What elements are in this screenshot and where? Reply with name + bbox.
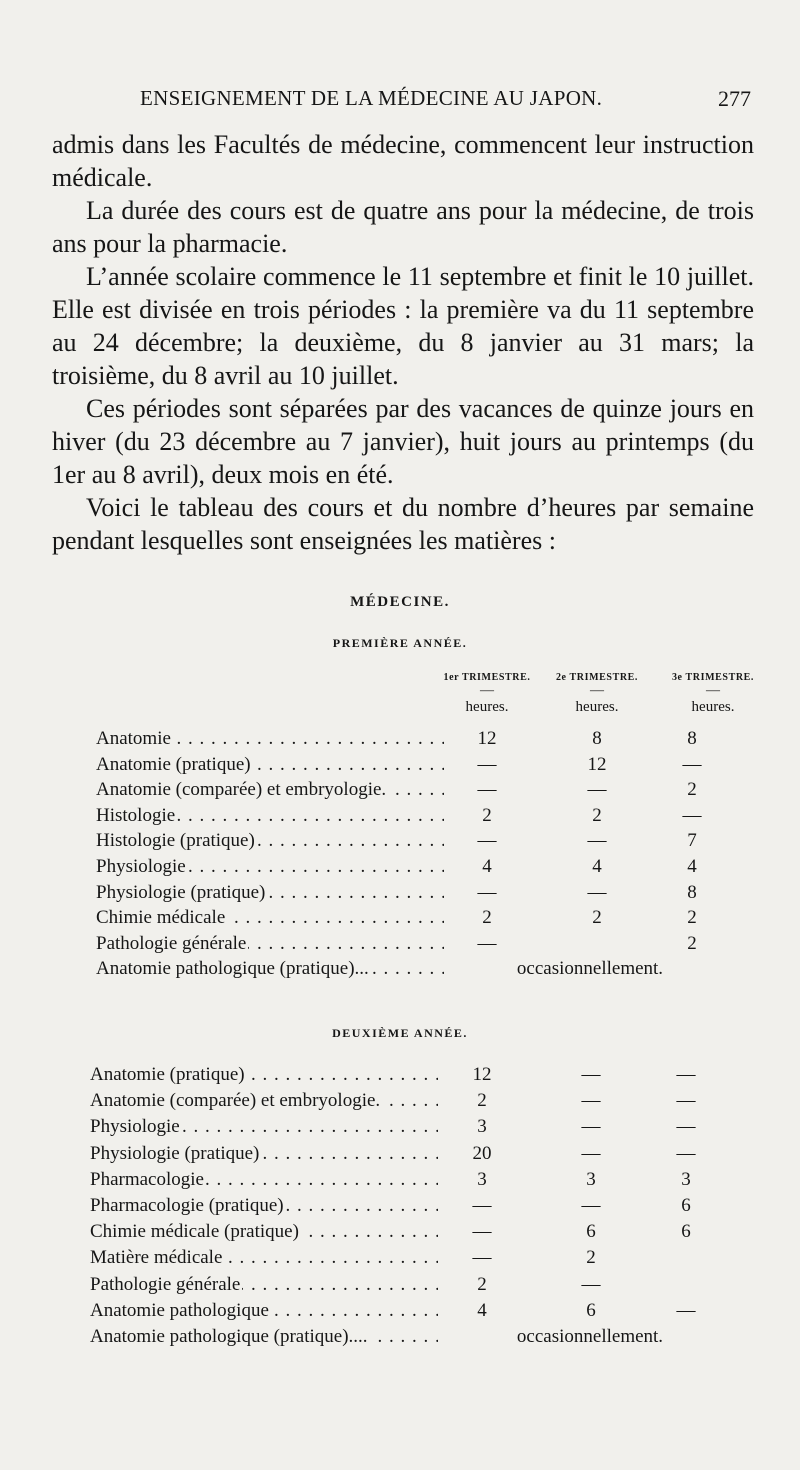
course-label (96, 933, 444, 955)
course-name: Physiologie (pratique) (96, 881, 266, 903)
hours-note: occasionnellement. (516, 958, 664, 980)
hours-cell-t2: 12 (587, 753, 607, 775)
table-row (0, 805, 800, 831)
course-label (96, 728, 444, 750)
course-name: Chimie médicale (96, 907, 226, 929)
hours-note: occasionnellement. (516, 1326, 664, 1347)
table-row (0, 933, 800, 959)
table-row (0, 907, 800, 933)
course-label (90, 1274, 438, 1296)
column-headers (0, 672, 800, 732)
hours-cell-t3: 6 (681, 1195, 691, 1216)
course-name: Anatomie pathologique (pratique).... (90, 1326, 368, 1347)
hours-cell-t1: — (472, 1247, 492, 1269)
hours-cell-t2: 2 (592, 907, 602, 929)
course-name: Chimie médicale (pratique) (90, 1221, 299, 1243)
course-label (96, 830, 444, 852)
course-name: Matière médicale (90, 1247, 223, 1269)
course-name: Pharmacologie (90, 1168, 204, 1190)
hours-cell-t1: 2 (477, 1273, 487, 1295)
course-label (90, 1221, 438, 1243)
course-name: Pathologie générale (96, 932, 247, 954)
course-name: Histologie (96, 804, 176, 826)
course-name: Physiologie (96, 856, 186, 877)
hours-cell-t3: — (676, 1299, 696, 1321)
paragraph: La durée des cours est de quatre ans pour la médecine, de trois ans pour la pharmacie. (52, 196, 754, 258)
table-row (0, 882, 800, 908)
hours-cell-t1: 12 (472, 1064, 492, 1085)
course-label (90, 1195, 438, 1217)
column-unit: heures. (465, 699, 509, 715)
hours-cell-t1: 4 (477, 1299, 487, 1321)
hours-cell-t2: — (581, 1273, 601, 1295)
hours-cell-t2: 2 (592, 804, 602, 826)
hours-cell-t1: — (477, 932, 497, 954)
course-name: Physiologie (pratique) (90, 1142, 260, 1164)
table-row (0, 1326, 800, 1352)
table-row (0, 779, 800, 805)
column-dash: — (590, 683, 604, 698)
table-row (0, 728, 800, 754)
hours-cell-t2: — (581, 1116, 601, 1138)
course-label (90, 1326, 438, 1348)
column-header (643, 672, 783, 716)
course-label (90, 1116, 438, 1138)
course-name: Pharmacologie (pratique) (90, 1195, 284, 1216)
table-row (0, 1116, 800, 1142)
hours-cell-t2: 4 (592, 856, 602, 877)
course-label (90, 1300, 438, 1322)
hours-cell-t1: 3 (477, 1116, 487, 1138)
hours-cell-t2: — (587, 881, 607, 903)
course-label (96, 882, 444, 904)
column-name: 1er TRIMESTRE. (443, 672, 531, 683)
hours-cell-t2: — (581, 1064, 601, 1085)
course-label (90, 1247, 438, 1269)
year1-title: PREMIÈRE ANNÉE. (332, 636, 468, 650)
hours-cell-t3: 6 (681, 1221, 691, 1243)
hours-cell-t1: 12 (477, 728, 497, 749)
course-label (96, 805, 444, 827)
hours-cell-t3: — (676, 1142, 696, 1164)
year2-title: DEUXIÈME ANNÉE. (332, 1026, 468, 1040)
hours-cell-t3: 3 (681, 1168, 691, 1190)
column-name: 2e TRIMESTRE. (555, 672, 639, 683)
course-label (90, 1064, 438, 1086)
table-row (0, 830, 800, 856)
course-name: Anatomie pathologique (90, 1299, 269, 1321)
hours-cell-t3: — (682, 753, 702, 775)
hours-cell-t2: 8 (592, 728, 602, 749)
hours-cell-t3: — (676, 1064, 696, 1085)
course-label (96, 779, 444, 801)
running-title: ENSEIGNEMENT DE LA MÉDECINE AU JAPON. (140, 86, 603, 110)
hours-cell-t3: 2 (687, 932, 697, 954)
course-name: Anatomie (pratique) (90, 1064, 245, 1085)
table-row (0, 1143, 800, 1169)
hours-cell-t2: 2 (586, 1247, 596, 1269)
hours-cell-t1: — (477, 881, 497, 903)
table-row (0, 754, 800, 780)
course-label (90, 1090, 438, 1112)
hours-cell-t2: 3 (586, 1168, 596, 1190)
hours-cell-t2: — (581, 1142, 601, 1164)
column-name: 3e TRIMESTRE. (671, 672, 755, 683)
table-row (0, 1247, 800, 1273)
hours-cell-t3: 2 (687, 779, 697, 801)
hours-cell-t2: — (581, 1090, 601, 1112)
table-row (0, 1090, 800, 1116)
hours-cell-t1: 3 (477, 1168, 487, 1190)
course-name: Anatomie (pratique) (96, 753, 251, 775)
hours-cell-t2: — (587, 830, 607, 852)
hours-cell-t3: 7 (687, 830, 697, 852)
course-name: Anatomie (96, 728, 171, 749)
course-label (96, 958, 444, 980)
page-number: 277 (718, 86, 751, 111)
course-label (96, 754, 444, 776)
body-text (52, 128, 754, 557)
column-dash: — (706, 683, 720, 698)
hours-cell-t1: 2 (477, 1090, 487, 1112)
hours-cell-t3: 8 (687, 881, 697, 903)
table-row (0, 1169, 800, 1195)
table-row (0, 1195, 800, 1221)
hours-cell-t3: 8 (687, 728, 697, 749)
hours-cell-t2: 6 (586, 1221, 596, 1243)
running-head (0, 86, 800, 118)
hours-cell-t1: 2 (482, 804, 492, 826)
table-row (0, 1221, 800, 1247)
hours-cell-t1: — (477, 753, 497, 775)
hours-cell-t1: — (477, 779, 497, 801)
table-row (0, 856, 800, 882)
column-dash: — (480, 683, 494, 698)
column-unit: heures. (575, 699, 619, 715)
course-name: Anatomie pathologique (pratique)... (96, 958, 369, 980)
course-label (90, 1143, 438, 1165)
hours-cell-t1: — (472, 1221, 492, 1243)
table-row (0, 1064, 800, 1090)
hours-cell-t1: 4 (482, 856, 492, 877)
table-row (0, 1274, 800, 1300)
paragraph: admis dans les Facultés de médecine, commencent leur instruction médicale. (52, 130, 754, 192)
course-name: Anatomie (comparée) et embryologie. (96, 779, 387, 801)
table-row (0, 958, 800, 984)
paragraph: Voici le tableau des cours et du nombre d’heures par semaine pendant lesquelles sont enseignées les matières : (52, 493, 754, 555)
hours-cell-t2: — (581, 1195, 601, 1216)
paragraph: Ces périodes sont séparées par des vacances de quinze jours en hiver (du 23 décembre au 7 janvier), huit jours au printemps (du 1er au 8 avril), deux mois en été. (52, 394, 754, 489)
hours-cell-t3: — (676, 1116, 696, 1138)
table-title: MÉDECINE. (350, 594, 450, 610)
course-name: Physiologie (90, 1116, 180, 1138)
hours-cell-t3: — (682, 804, 702, 826)
hours-cell-t1: — (472, 1195, 492, 1216)
course-label (90, 1169, 438, 1191)
hours-cell-t1: 2 (482, 907, 492, 929)
hours-cell-t3: — (676, 1090, 696, 1112)
column-unit: heures. (691, 699, 735, 715)
hours-cell-t2: — (587, 779, 607, 801)
paragraph: L’année scolaire commence le 11 septembre et finit le 10 juillet. Elle est divisée en trois périodes : la première va du 11 septembre au 24 décembre; la deuxième, du 8 janvier au 31 mars; la troisième, du 8 avril au 10 juillet. (52, 262, 754, 390)
course-name: Histologie (pratique) (96, 830, 255, 852)
hours-cell-t3: 4 (687, 856, 697, 877)
course-label (96, 856, 444, 878)
hours-cell-t1: — (477, 830, 497, 852)
course-name: Anatomie (comparée) et embryologie. (90, 1090, 381, 1112)
hours-cell-t2: 6 (586, 1299, 596, 1321)
table-row (0, 1300, 800, 1326)
hours-cell-t1: 20 (472, 1142, 492, 1164)
course-name: Pathologie générale (90, 1273, 241, 1295)
course-label (96, 907, 444, 929)
hours-cell-t3: 2 (687, 907, 697, 929)
